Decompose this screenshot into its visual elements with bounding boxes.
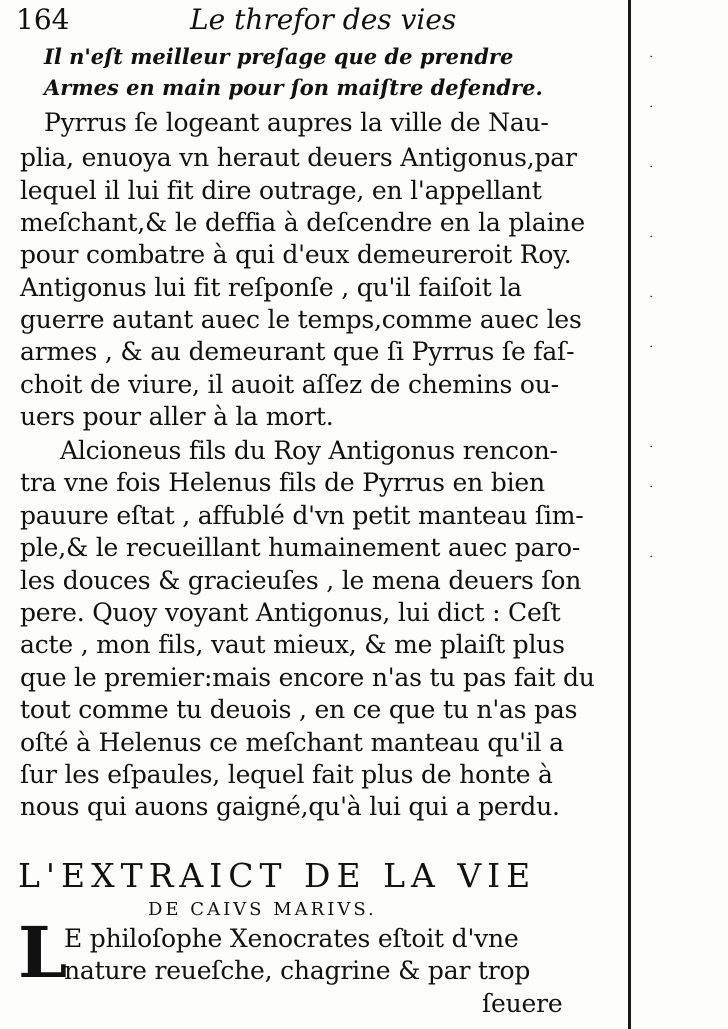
verse-line: Armes en main pour ſon maiſtre defendre. xyxy=(44,75,543,100)
running-title: Le threfor des vies xyxy=(190,3,457,36)
verse-line: Il n'eſt meilleur preſage que de prendre xyxy=(44,44,514,69)
text-line: Alcioneus fils du Roy Antigonus rencon- xyxy=(60,436,558,465)
page-gutter xyxy=(628,0,631,1029)
text-line: les douces & gracieuſes , le mena deuers ſon xyxy=(20,566,582,595)
text-line: Pyrrus ſe logeant aupres la ville de Nau- xyxy=(44,108,549,137)
text-line: pere. Quoy voyant Antigonus, lui dict : Ceſt xyxy=(20,598,561,627)
text-line: armes , & au demeurant que ſi Pyrrus ſe faſ- xyxy=(20,337,575,366)
running-head xyxy=(16,2,616,38)
text-line: choit de viure, il auoit aſſez de chemins ou- xyxy=(20,370,559,399)
chapter-subtitle: DE CAIVS MARIVS. xyxy=(148,899,377,920)
text-line: nous qui auons gaigné,qu'à lui qui a perdu. xyxy=(20,792,560,821)
text-line: lequel il lui fit dire outrage, en l'appellant xyxy=(20,176,542,205)
text-line: ple,& le recueillant humainement auec paro- xyxy=(20,533,581,562)
text-line: tout comme tu deuois , en ce que tu n'as pas xyxy=(20,695,578,724)
text-line: plia, enuoya vn heraut deuers Antigonus,par xyxy=(20,143,577,172)
text-line: oſté à Helenus ce meſchant manteau qu'il a xyxy=(20,728,564,757)
text-line: uers pour aller à la mort. xyxy=(20,402,334,431)
text-line: tra vne fois Helenus fils de Pyrrus en bien xyxy=(20,468,545,497)
text-line: guerre autant auec le temps,comme auec les xyxy=(20,305,582,334)
text-line: acte , mon fils, vaut mieux, & me plaiſt plus xyxy=(20,630,565,659)
chapter-title: L'EXTRAICT DE LA VIE xyxy=(18,856,537,895)
text-line: nature reueſche, chagrine & par trop xyxy=(64,956,531,985)
text-line: pour combatre à qui d'eux demeureroit Roy. xyxy=(20,240,572,269)
text-line: ſeuere xyxy=(482,989,563,1018)
drop-initial: L xyxy=(18,911,68,994)
text-line: E philoſophe Xenocrates eſtoit d'vne xyxy=(64,924,519,953)
text-line: que le premier:mais encore n'as tu pas fait du xyxy=(20,663,595,692)
text-line: ſur les eſpaules, lequel fait plus de honte à xyxy=(20,760,553,789)
text-line: pauure eſtat , affublé d'vn petit manteau ſim- xyxy=(20,501,584,530)
page-number: 164 xyxy=(16,3,70,36)
facing-page-marks: ‧ ‧ ‧ ‧ ‧ ‧ ‧ ‧ ‧ xyxy=(642,54,658,559)
text-line: Antigonus lui fit reſponſe , qu'il faiſoit la xyxy=(20,273,522,302)
text-line: meſchant,& le deffia à deſcendre en la plaine xyxy=(20,208,585,237)
